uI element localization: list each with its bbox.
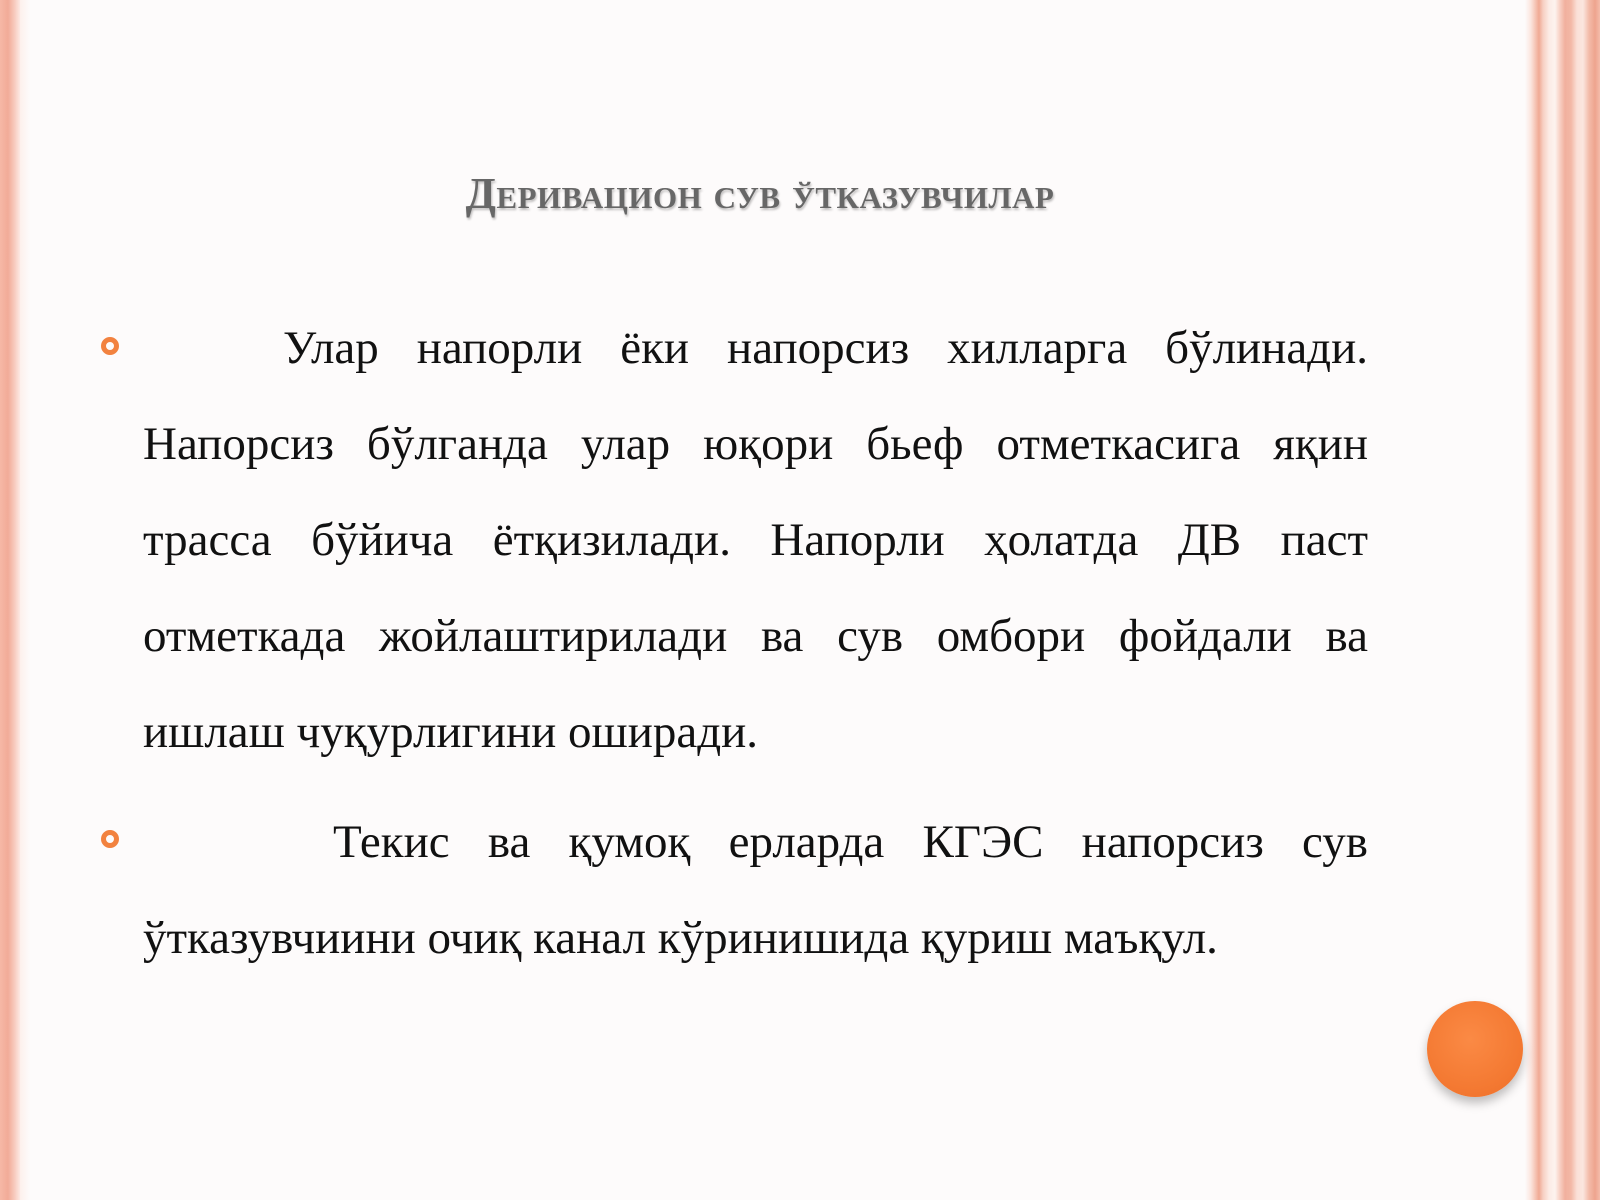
slide-title: Деривацион сув ўтказувчилар	[465, 169, 1055, 218]
left-decorative-border	[0, 0, 20, 1200]
bullet-text-1: Улар напорли ёки напорсиз хилларга бўлинади. Напорсиз бўлганда улар юқори бьеф отметкасига яқин трасса бўйича ётқизилади. Напорли ҳолатда ДВ паст отметкада жойлаштирилади ва сув омбори фойдали ва ишлаш чуқурлигини оширади.	[143, 322, 1368, 758]
bullet-circle-icon	[101, 337, 119, 355]
bullet-circle-icon	[101, 830, 119, 848]
left-border-shade	[20, 0, 30, 1200]
right-decorative-stripes	[1525, 0, 1600, 1200]
orange-circle-decoration	[1427, 1001, 1523, 1097]
bullet-text-2: Текис ва қумоқ ерларда КГЭС напорсиз сув ўтказувчиини очиқ канал кўринишида қуриш маъқул.	[143, 816, 1368, 964]
